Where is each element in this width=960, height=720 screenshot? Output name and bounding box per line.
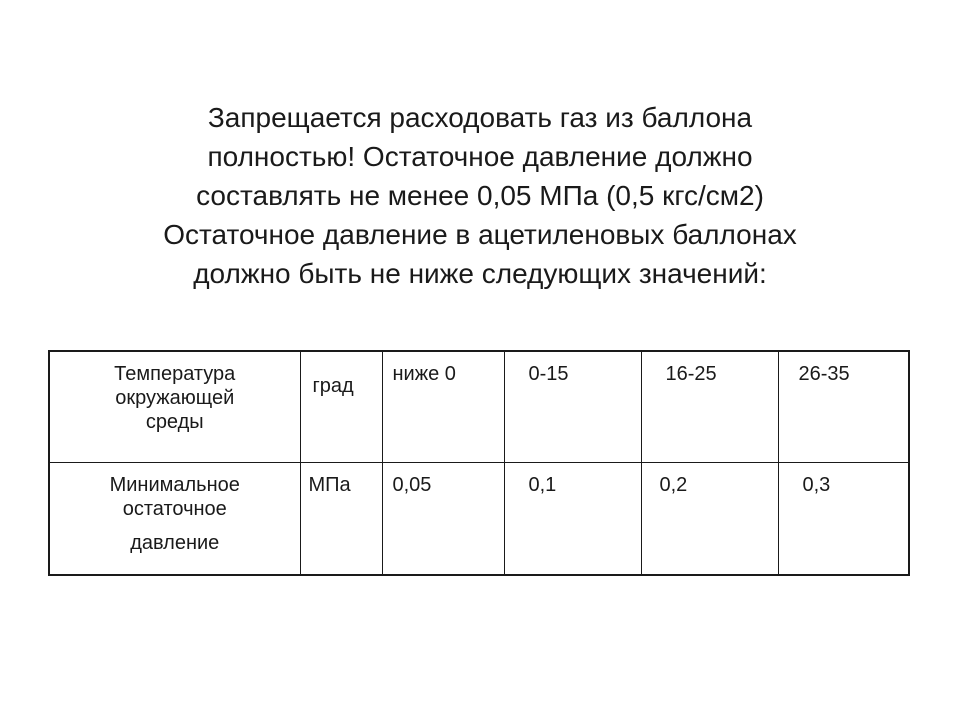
value-cell: 0,2 <box>641 462 778 574</box>
value-cell: 16-25 <box>641 352 778 462</box>
label-line: окружающей <box>115 387 235 409</box>
pressure-table <box>48 350 910 576</box>
table-row-temperature <box>50 352 910 462</box>
heading-line: должно быть не ниже следующих значений: <box>193 258 767 289</box>
heading-line: Запрещается расходовать газ из баллона <box>207 102 753 133</box>
label-line: среды <box>145 411 204 433</box>
label-line: давление <box>130 531 220 554</box>
heading-line: полностью! Остаточное давление должно <box>207 141 753 172</box>
value-cell: 26-35 <box>778 352 910 462</box>
label-line: остаточное <box>122 497 227 520</box>
value-cell: 0-15 <box>504 352 641 462</box>
value-cell: 0,05 <box>382 462 504 574</box>
value-cell: 0,1 <box>504 462 641 574</box>
slide-heading <box>60 98 900 293</box>
row-label-pressure <box>50 462 300 574</box>
value-cell: 0,3 <box>778 462 910 574</box>
heading-line: составлять не менее 0,05 МПа (0,5 кгс/см2) <box>196 180 764 211</box>
unit-cell: МПа <box>300 462 382 574</box>
heading-line: Остаточное давление в ацетиленовых баллонах <box>163 219 797 250</box>
label-line: Температура <box>114 363 236 385</box>
label-line: Минимальное <box>109 473 240 496</box>
value-cell: ниже 0 <box>382 352 504 462</box>
table-row-pressure <box>50 462 910 574</box>
unit-cell: град <box>300 352 382 462</box>
row-label-temperature <box>50 352 300 462</box>
